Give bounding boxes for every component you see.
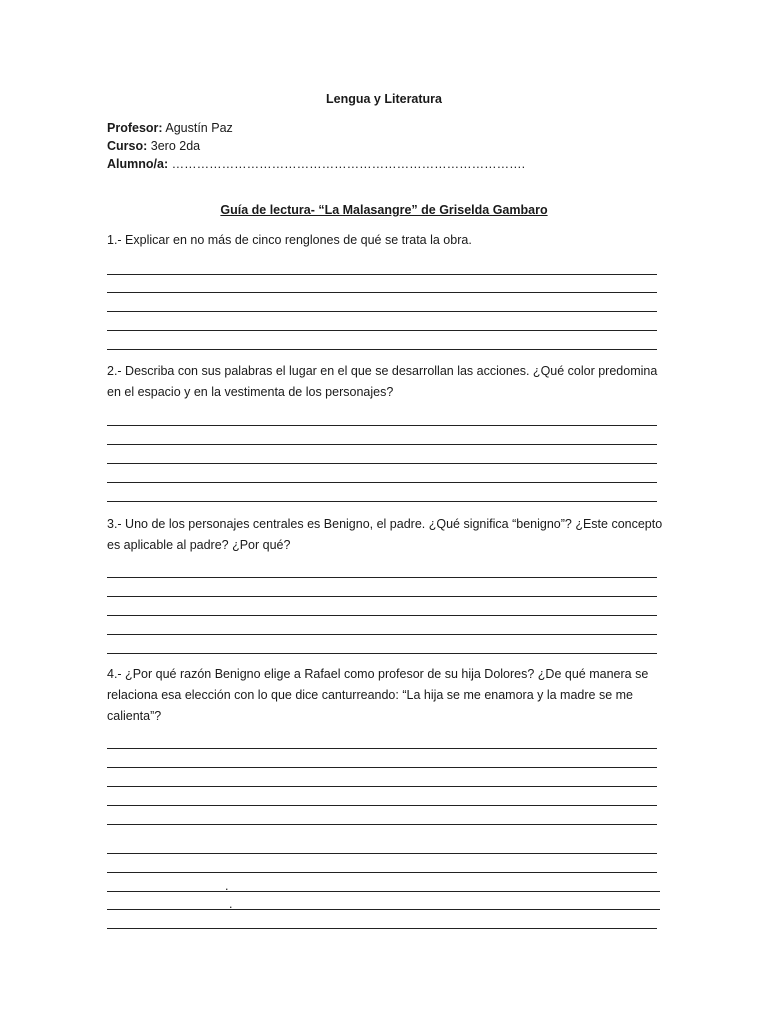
answer-line [107,330,657,331]
answer-line [107,425,657,426]
answer-line [107,463,657,464]
answer-line [107,805,657,806]
profesor-line [107,121,233,135]
curso-value: 3ero 2da [150,139,201,153]
answer-line [107,872,657,873]
answer-line [107,482,657,483]
question-2: 2.- Describa con sus palabras el lugar en el que se desarrollan las acciones. ¿Qué color predomina en el espacio y en la vestimenta de los personajes? [107,364,658,399]
line-dot: . [229,897,233,911]
answer-line [107,577,657,578]
profesor-value: Agustín Paz [165,121,233,135]
answer-line [107,786,657,787]
reading-guide-subtitle: Guía de lectura- “La Malasangre” de Griselda Gambaro [220,203,548,217]
alumno-value: …………………………………………………………………………. [171,157,526,171]
curso-label: Curso: [107,139,148,153]
profesor-label: Profesor: [107,121,163,135]
question-3: 3.- Uno de los personajes centrales es Benigno, el padre. ¿Qué significa “benigno”? ¿Este concepto es aplicable al padre? ¿Por qué? [107,517,663,552]
alumno-line [107,157,525,171]
answer-line [107,909,660,910]
page-title: Lengua y Literatura [326,92,442,106]
answer-line [107,891,660,892]
answer-line [107,349,657,350]
line-dot: . [225,879,229,893]
answer-line [107,596,657,597]
answer-line [107,767,657,768]
answer-line [107,311,657,312]
answer-line [107,274,657,275]
answer-line [107,853,657,854]
curso-line [107,139,200,153]
question-1: 1.- Explicar en no más de cinco renglones de qué se trata la obra. [107,233,472,247]
answer-line [107,824,657,825]
answer-line [107,444,657,445]
answer-line [107,748,657,749]
answer-line [107,501,657,502]
answer-line [107,292,657,293]
answer-line [107,634,657,635]
alumno-label: Alumno/a: [107,157,169,171]
answer-line [107,928,657,929]
answer-line [107,653,657,654]
question-4: 4.- ¿Por qué razón Benigno elige a Rafael como profesor de su hija Dolores? ¿De qué manera se relaciona esa elección con lo que dice canturreando: “La hija se me enamora y la madre se me calienta”? [107,667,649,723]
answer-line [107,615,657,616]
